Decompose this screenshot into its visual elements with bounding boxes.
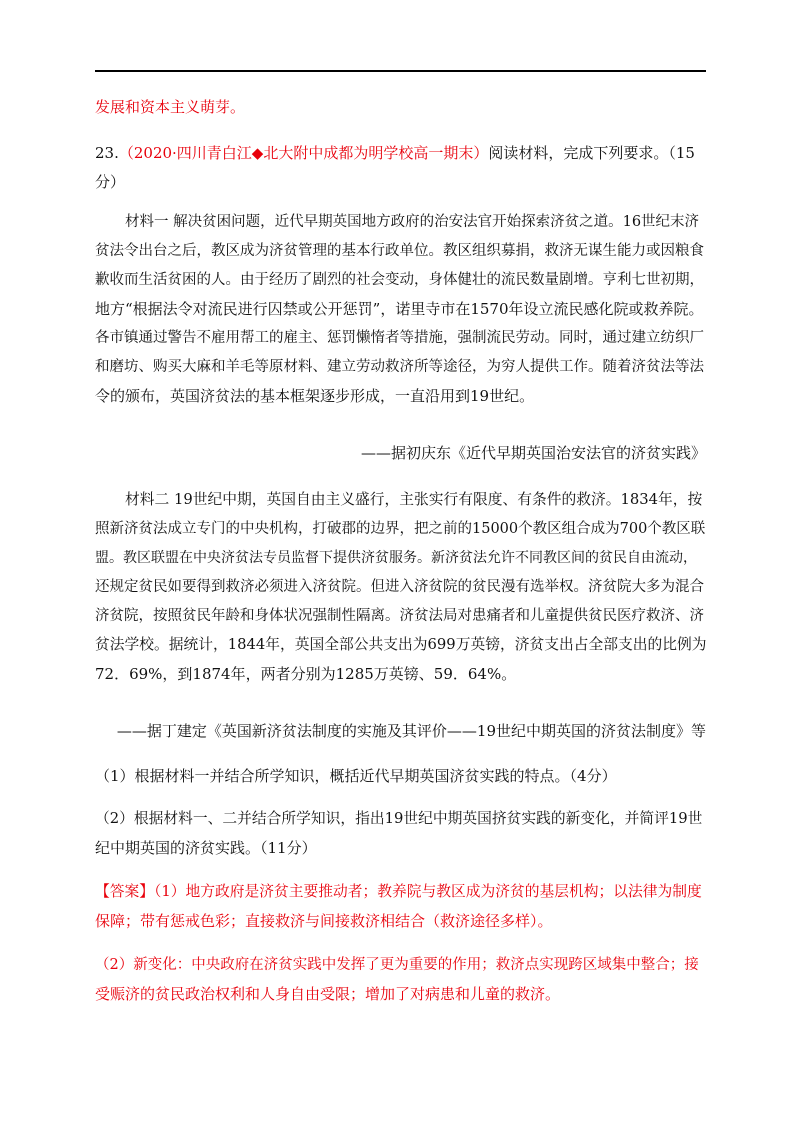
- previous-answer-tail: 发展和资本主义萌芽。: [95, 98, 246, 116]
- material1-line: 地方“根据法令对流民进行囚禁或公开惩罚”，诺里寺市在1570年设立流民感化院或救养院。: [95, 300, 704, 318]
- sub-question-2-cont: 纪中期英国的济贫实践。（11分）: [95, 839, 317, 857]
- material2-line: 材料二 19世纪中期，英国自由主义盛行，主张实行有限度、有条件的救济。1834年，按: [125, 491, 703, 508]
- material2-line: 72．69%，到1874年，两者分别为1285万英镑、59．64%。: [95, 665, 517, 683]
- material1-line: 材料一 解决贫困问题，近代早期英国地方政府的治安法官开始探索济贫之道。16世纪末济: [125, 214, 700, 230]
- question-23-header: [95, 143, 706, 163]
- material2-line: 还规定贫民如要得到救济必须进入济贫院。但进入济贫院的贫民漫有选举权。济贫院大多为混合: [95, 579, 704, 595]
- material1-line: 贫法令出台之后，教区成为济贫管理的基本行政单位。教区组织募捐，救济无谋生能力或因粮食: [95, 243, 704, 259]
- material2-line: 照新济贫法成立专门的中央机构，打破郡的边界，把之前的15000个教区组合成为700个教区联: [95, 521, 706, 537]
- answer-label: 【答案】: [95, 883, 154, 900]
- material1-line: 各市镇通过警告不雇用帮工的雇主、惩罚懒惰者等措施，强制流民劳动。同时，通过建立纺织厂: [95, 330, 704, 346]
- question-prompt: 阅读材料，完成下列要求。（15: [488, 144, 695, 162]
- material2-line: 盟。教区联盟在中央济贫法专员监督下提供济贫服务。新济贫法允许不同教区间的贫民自由流动，: [95, 550, 697, 566]
- sub-question-1: （1）根据材料一并结合所学知识，概括近代早期英国济贫实践的特点。（4分）: [95, 767, 617, 785]
- material1-line: 令的颁布，英国济贫法的基本框架逐步形成，一直沿用到19世纪。: [95, 387, 535, 405]
- material1-line: 歉收而生活贫困的人。由于经历了剧烈的社会变动，身体健壮的流民数量剧增。亨利七世初期，: [95, 272, 704, 288]
- answer-1: [95, 882, 706, 902]
- material2-line: 贫法学校。据统计，1844年，英国全部公共支出为699万英镑，济贫支出占全部支出的比例为: [95, 636, 707, 653]
- sub-question-2: （2）根据材料一、二并结合所学知识，指出19世纪中期英国挤贫实践的新变化，并简评19世: [95, 810, 703, 827]
- question-prompt-cont: 分）: [95, 173, 126, 191]
- answer-1-text: （1）地方政府是济贫主要推动者；教养院与教区成为济贫的基层机构；以法律为制度: [154, 883, 702, 900]
- material2-line: 济贫院，按照贫民年龄和身体状况强制性隔离。济贫法局对患痛者和儿童提供贫民医疗救济、济: [95, 608, 704, 624]
- material1-line: 和磨坊、购买大麻和羊毛等原材料、建立劳动救济所等途径，为穷人提供工作。随着济贫法等法: [95, 359, 704, 375]
- answer-2: （2）新变化：中央政府在济贫实践中发挥了更为重要的作用；救济点实现跨区域集中整合；接: [95, 957, 699, 973]
- answer-1-cont: 保障；带有惩戒色彩；直接救济与间接救济相结合（救济途径多样）。: [95, 912, 553, 930]
- answer-2-cont: 受赈济的贫民政治权利和人身自由受限；增加了对病患和儿童的救济。: [95, 985, 561, 1003]
- header-rule: [95, 70, 706, 72]
- question-source: （2020·四川青白江◆北大附中成都为明学校高一期末）: [118, 144, 489, 162]
- question-number: 23.: [95, 144, 119, 162]
- material2-citation: ——据丁建定《英国新济贫法制度的实施及其评价——19世纪中期英国的济贫法制度》等: [116, 722, 706, 740]
- material1-citation: ——据初庆东《近代早期英国治安法官的济贫实践》: [360, 444, 706, 462]
